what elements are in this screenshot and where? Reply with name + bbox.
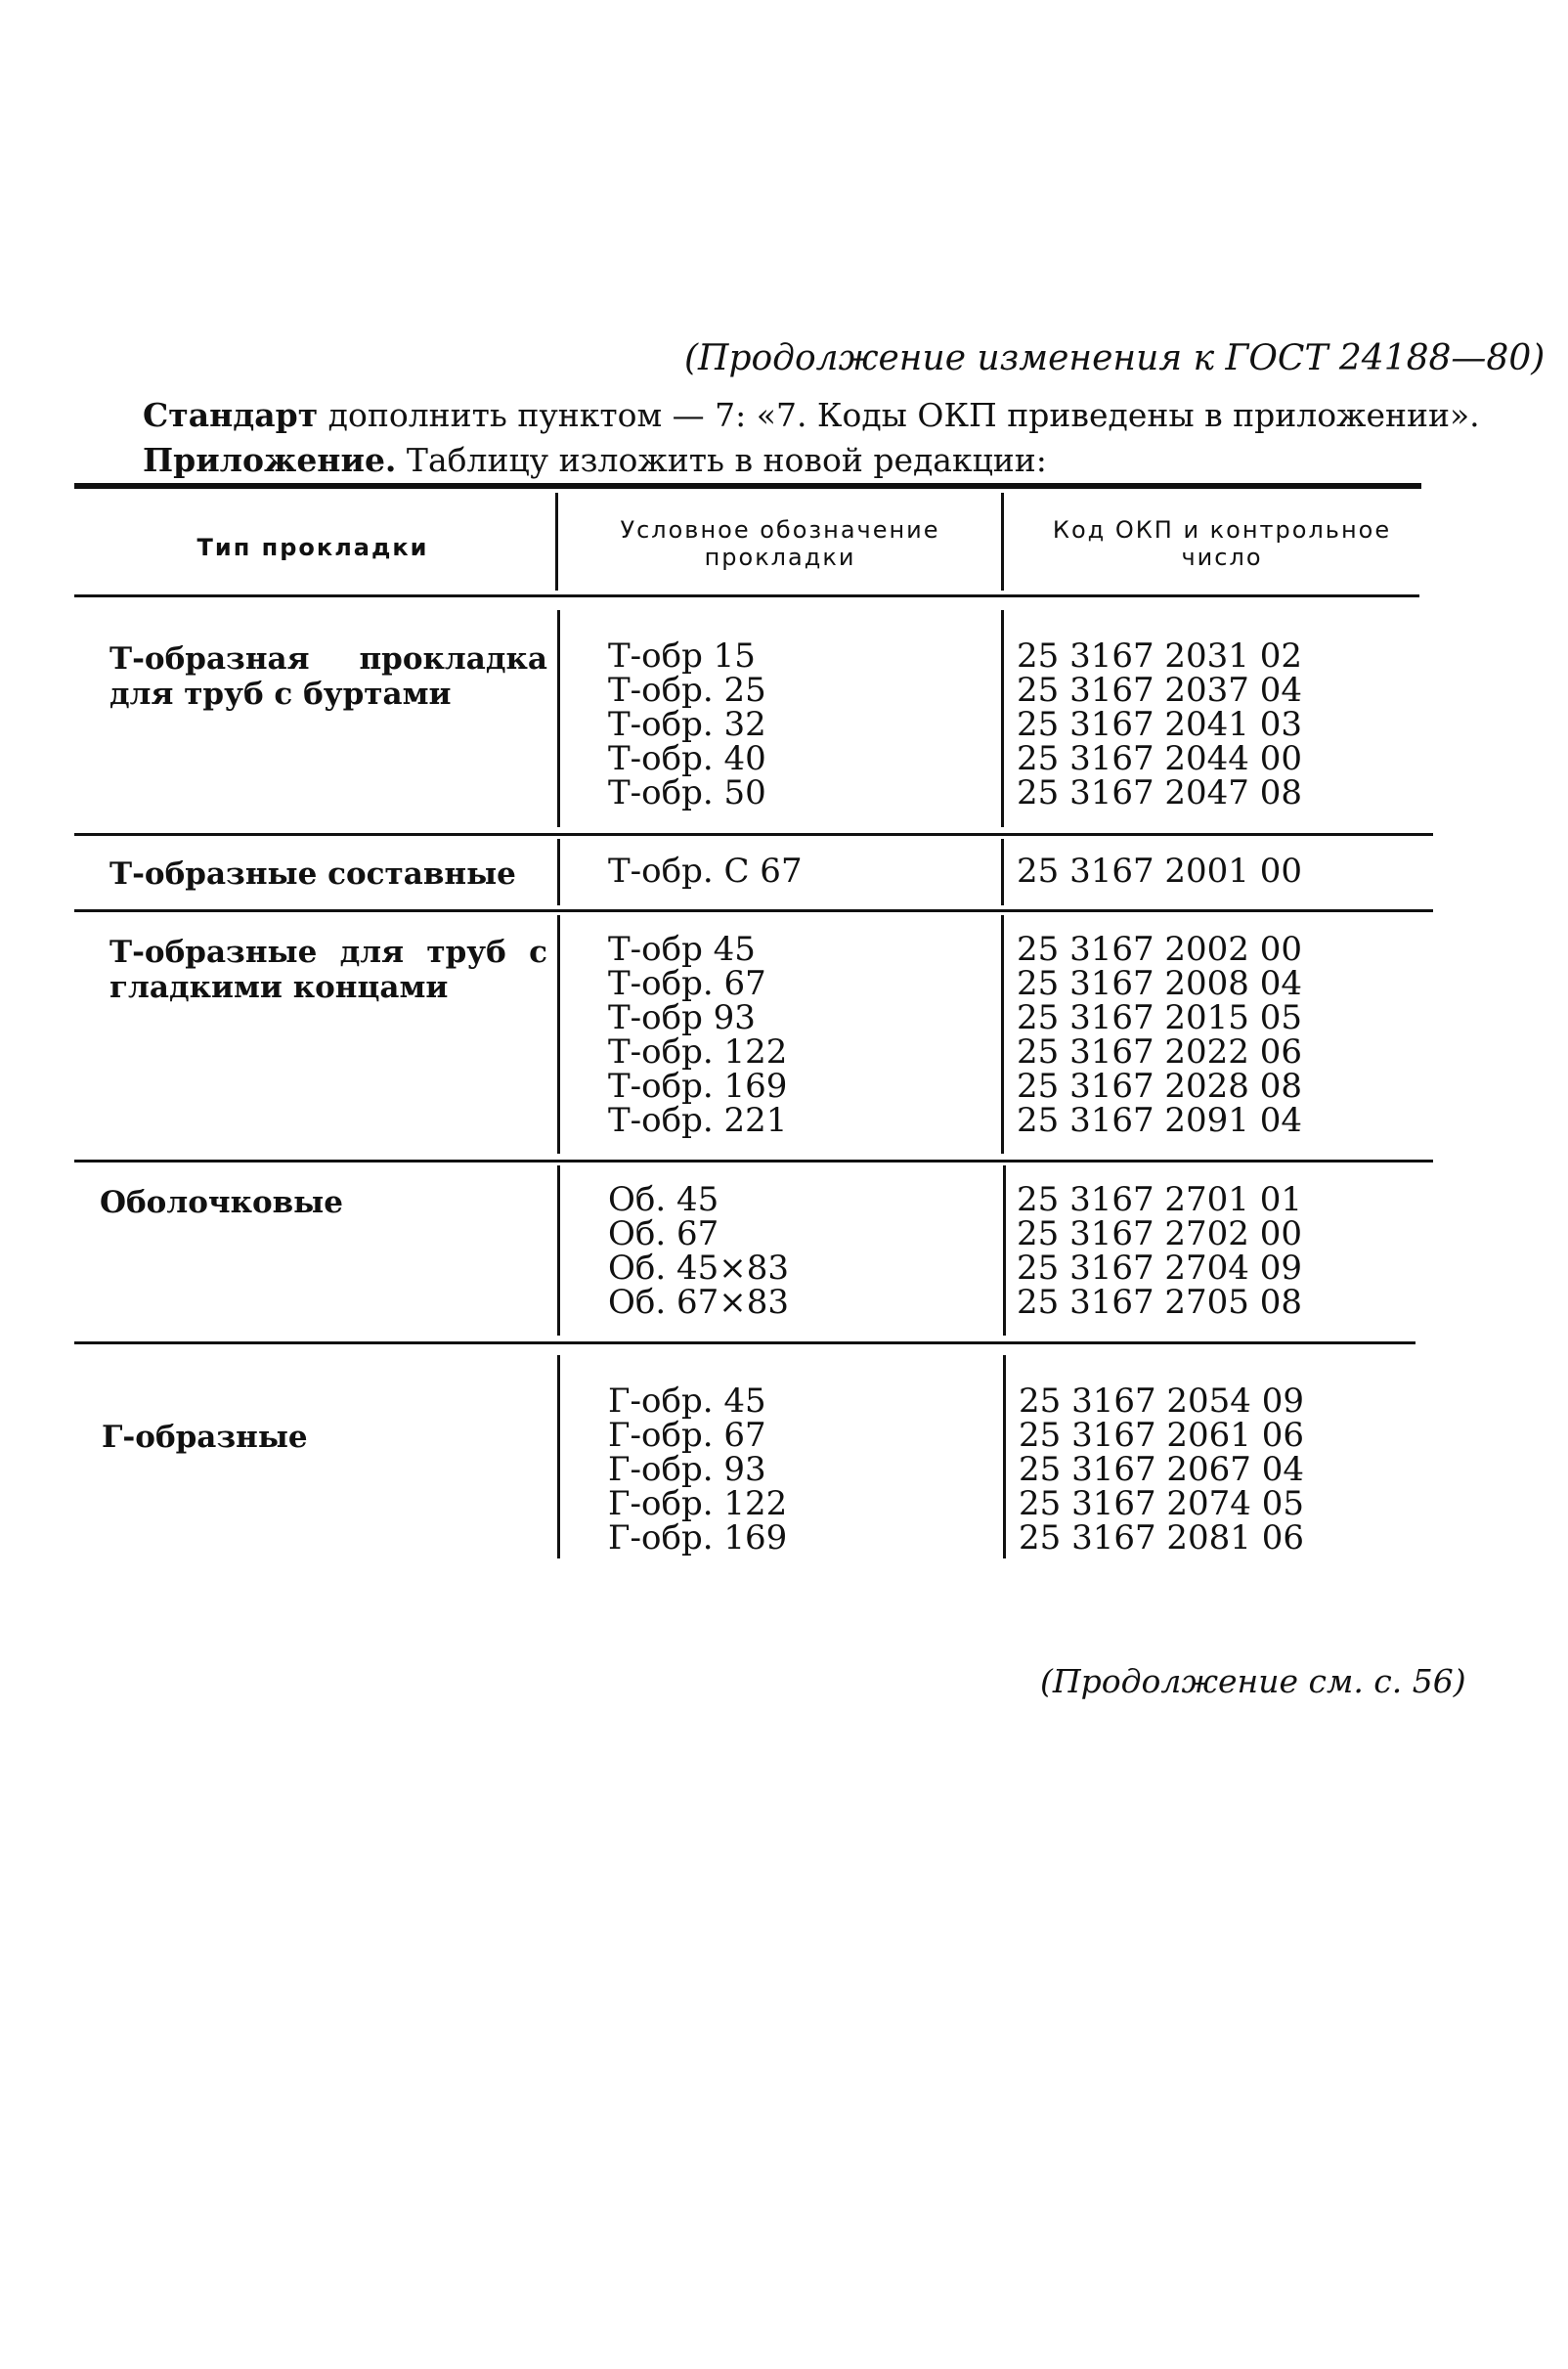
group-4-codes [1017, 1180, 1303, 1322]
okp-code: 25 3167 2704 09 [1017, 1249, 1303, 1288]
intro-line-1 [143, 393, 1480, 438]
designation: Т-обр. 67 [608, 964, 766, 1003]
designation: Г-обр. 93 [608, 1450, 766, 1489]
group-3-type: Т-образные для труб с гладкими концами [109, 935, 547, 1005]
okp-code: 25 3167 2001 00 [1017, 852, 1303, 891]
intro-line-2 [143, 438, 1433, 483]
group-4-designations [608, 1180, 789, 1322]
group-3-codes [1017, 930, 1303, 1140]
header-col-divider-1 [555, 493, 558, 591]
okp-code: 25 3167 2028 08 [1017, 1067, 1303, 1106]
group-5-col-divider-1 [557, 1355, 560, 1558]
designation: Т-обр. 40 [608, 739, 766, 778]
group-5-codes [1019, 1384, 1304, 1556]
group-2-type: Т-образные составные [109, 856, 516, 892]
group-3-col-divider-2 [1001, 915, 1004, 1154]
okp-code: 25 3167 2701 01 [1017, 1180, 1303, 1219]
designation: Г-обр. 122 [608, 1484, 788, 1523]
group-3-bottom-rule [74, 1160, 1433, 1163]
group-4-col-divider-1 [557, 1165, 560, 1336]
group-2-col-divider-1 [557, 839, 560, 905]
designation: Т-обр. 221 [608, 1101, 788, 1140]
designation: Т-обр. 32 [608, 705, 766, 744]
okp-code: 25 3167 2054 09 [1019, 1382, 1305, 1421]
designation: Т-обр 93 [608, 998, 756, 1037]
intro-line-1-rest: дополнить пунктом — 7: «7. Коды ОКП приведены в приложении». [318, 396, 1480, 434]
group-1-designations [608, 636, 766, 812]
okp-code: 25 3167 2015 05 [1017, 998, 1303, 1037]
intro-line-2-rest: Таблицу изложить в новой редакции: [396, 441, 1047, 479]
group-2-codes [1017, 852, 1303, 891]
group-1-bottom-rule [74, 833, 1433, 836]
table-top-rule [74, 483, 1421, 489]
okp-code: 25 3167 2061 06 [1019, 1416, 1305, 1455]
intro-line-1-bold: Стандарт [143, 396, 319, 434]
okp-code: 25 3167 2041 03 [1017, 705, 1303, 744]
footer-continuation: (Продолжение см. с. 56) [1040, 1662, 1466, 1700]
header-code: Код ОКП и контрольное число [1052, 516, 1392, 571]
group-5-col-divider-2 [1003, 1355, 1006, 1558]
intro-line-2-bold: Приложение. [143, 441, 397, 479]
header-col-divider-2 [1001, 493, 1004, 591]
okp-code: 25 3167 2091 04 [1017, 1101, 1303, 1140]
designation: Т-обр. 50 [608, 773, 766, 812]
okp-code: 25 3167 2022 06 [1017, 1032, 1303, 1072]
group-2-col-divider-2 [1001, 839, 1004, 905]
designation: Т-обр. 169 [608, 1067, 788, 1106]
okp-code: 25 3167 2702 00 [1017, 1214, 1303, 1253]
group-3-col-divider-1 [557, 915, 560, 1154]
okp-code: 25 3167 2031 02 [1017, 636, 1303, 676]
designation: Г-обр. 169 [608, 1518, 788, 1557]
designation: Т-обр. 122 [608, 1032, 788, 1072]
okp-code: 25 3167 2008 04 [1017, 964, 1303, 1003]
designation: Об. 45 [608, 1180, 719, 1219]
group-1-codes [1017, 636, 1303, 812]
group-2-designations [608, 852, 803, 891]
intro-text [143, 393, 1480, 483]
okp-code: 25 3167 2705 08 [1017, 1283, 1303, 1322]
group-4-bottom-rule [74, 1341, 1416, 1344]
okp-code: 25 3167 2047 08 [1017, 773, 1303, 812]
designation: Об. 67 [608, 1214, 719, 1253]
designation: Т-обр. 25 [608, 671, 766, 710]
okp-code: 25 3167 2067 04 [1019, 1450, 1305, 1489]
designation: Об. 67×83 [608, 1283, 789, 1322]
designation: Т-обр 45 [608, 930, 756, 969]
header-designation: Условное обозначение прокладки [620, 516, 940, 571]
okp-code: 25 3167 2002 00 [1017, 930, 1303, 969]
group-1-col-divider-1 [557, 610, 560, 827]
header-bottom-rule [74, 594, 1419, 597]
designation: Т-обр. С 67 [608, 852, 803, 891]
designation: Об. 45×83 [608, 1249, 789, 1288]
designation: Т-обр 15 [608, 636, 756, 676]
group-1-col-divider-2 [1001, 610, 1004, 827]
group-4-col-divider-2 [1003, 1165, 1006, 1336]
header-continuation: (Продолжение изменения к ГОСТ 24188—80) [684, 338, 1546, 378]
okp-code: 25 3167 2037 04 [1017, 671, 1303, 710]
group-2-bottom-rule [74, 909, 1433, 912]
header-type: Тип прокладки [196, 534, 429, 561]
okp-code: 25 3167 2074 05 [1019, 1484, 1305, 1523]
group-4-type: Оболочковые [100, 1185, 343, 1220]
designation: Г-обр. 45 [608, 1382, 766, 1421]
designation: Г-обр. 67 [608, 1416, 766, 1455]
group-5-type: Г-образные [102, 1420, 308, 1455]
group-1-type: Т-образная прокладка для труб с буртами [109, 641, 547, 712]
group-3-designations [608, 930, 788, 1140]
group-5-designations [608, 1384, 787, 1556]
okp-code: 25 3167 2081 06 [1019, 1518, 1305, 1557]
okp-code: 25 3167 2044 00 [1017, 739, 1303, 778]
